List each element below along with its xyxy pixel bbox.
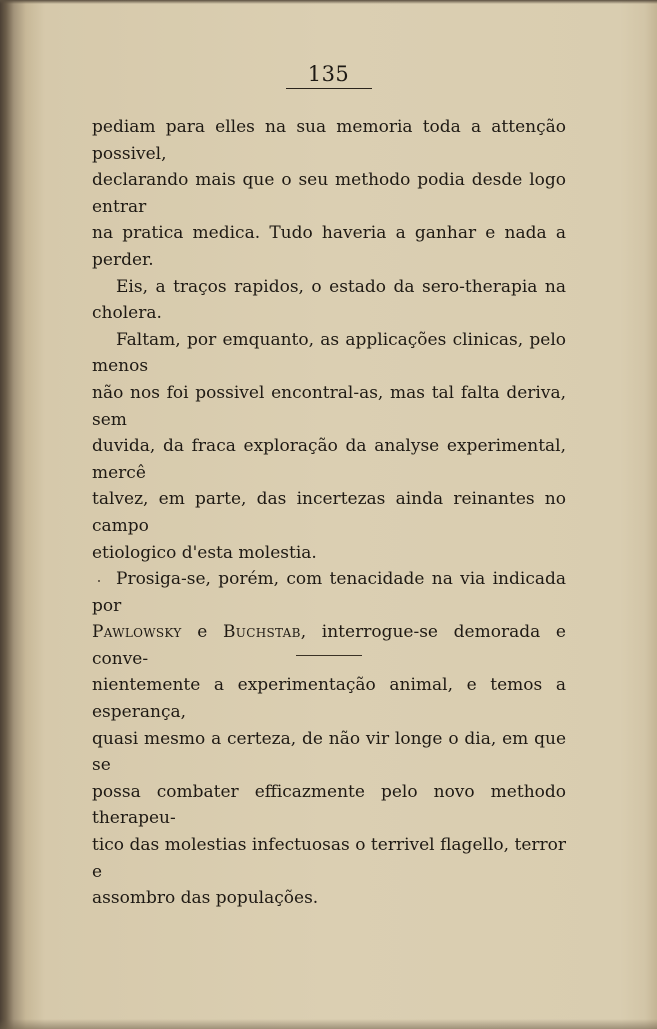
text-line: duvida, da fraca exploração da analyse experimental, mercê: [92, 436, 566, 483]
text-line: tico das molestias infectuosas o terrivel flagello, terror e: [92, 835, 566, 882]
text-line: Faltam, por emquanto, as applicações clinicas, pelo menos: [92, 329, 566, 377]
text-line: etiologico d'esta molestia.: [92, 542, 317, 563]
text-line: assombro das populações.: [92, 888, 319, 909]
text-line: pediam para elles na sua memoria toda a attenção possivel,: [92, 117, 566, 164]
text-line: nientemente a experimentação animal, e temos a esperança,: [92, 675, 566, 723]
text-line: não nos foi possivel encontral-as, mas tal falta deriva, sem: [92, 382, 566, 430]
text-line: possa combater efficazmente pelo novo methodo therapeu-: [92, 781, 566, 829]
paragraph-4: [92, 566, 566, 912]
ink-speck: [98, 580, 100, 582]
text-line: declarando mais que o seu methodo podia desde logo entrar: [92, 170, 566, 217]
text-line: Eis, a traços rapidos, o estado da sero-therapia na cholera.: [92, 276, 566, 324]
author-name: Pawlowsky: [92, 622, 182, 643]
page-number: 135: [286, 62, 372, 89]
text-line: na pratica medica. Tudo haveria a ganhar e nada a perder.: [92, 223, 566, 270]
text-line: talvez, em parte, das incertezas ainda reinantes no campo: [92, 489, 566, 536]
page-header: [0, 62, 657, 89]
paragraph-1: [92, 114, 566, 274]
paragraph-3: [92, 327, 566, 566]
text-line: , interrogue-se demorada e conve-: [92, 622, 566, 669]
body-text: [92, 114, 566, 912]
text-line: Prosiga-se, porém, com tenacidade na via indicada por: [92, 569, 566, 616]
section-end-rule: [296, 655, 362, 656]
conjunction: e: [181, 622, 223, 643]
text-line: quasi mesmo a certeza, de não vir longe o dia, em que se: [92, 728, 566, 776]
paragraph-2: [92, 274, 566, 327]
author-name: Buchstab: [223, 622, 301, 643]
